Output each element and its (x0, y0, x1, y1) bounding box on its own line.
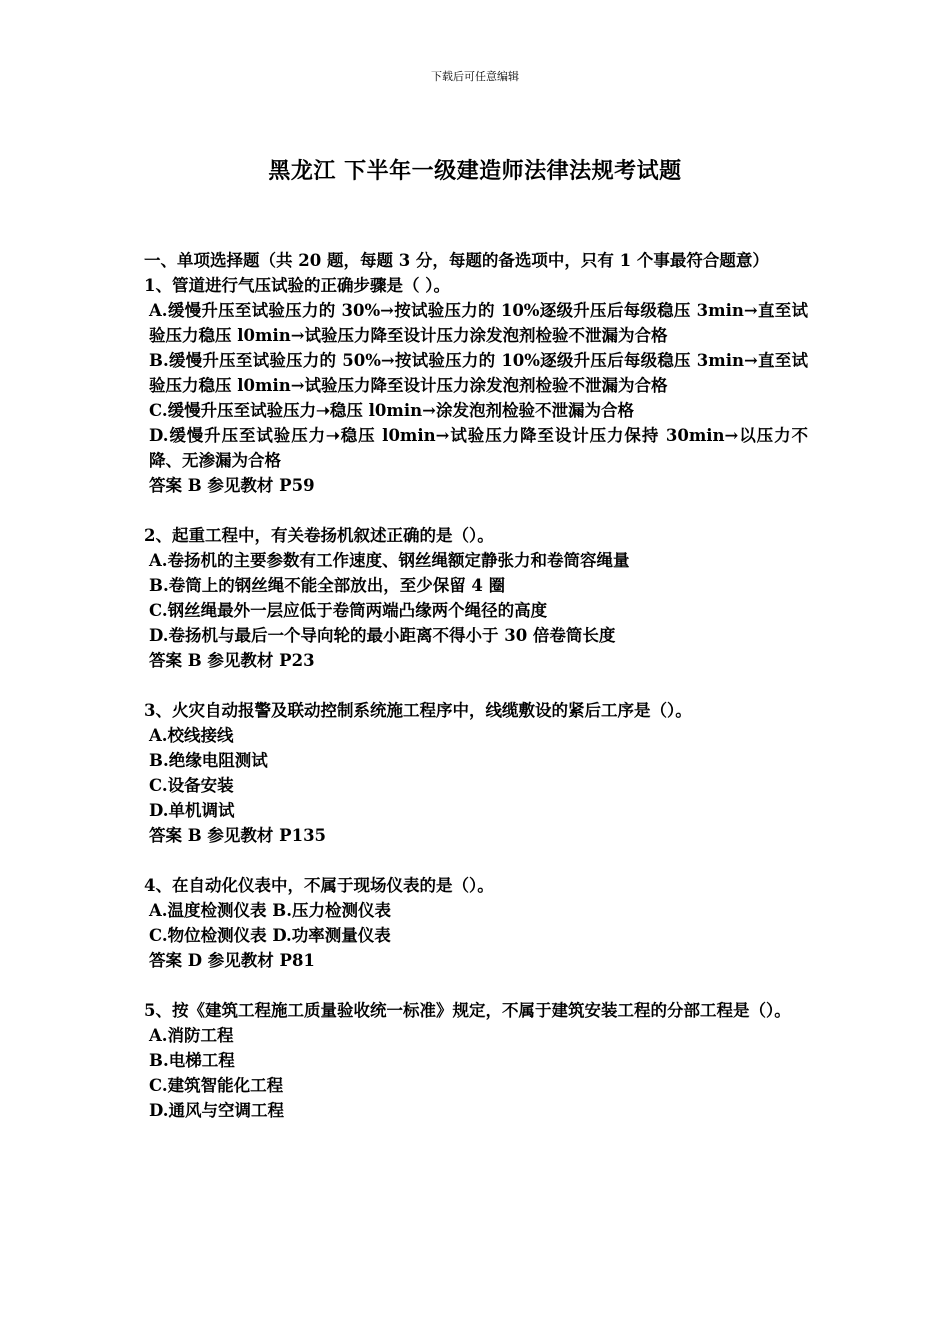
question-option: B.卷筒上的钢丝绳不能全部放出，至少保留 4 圈 (149, 576, 506, 595)
question-option: A.卷扬机的主要参数有工作速度、钢丝绳额定静张力和卷筒容绳量 (149, 551, 630, 570)
question-answer: 答案 B 参见教材 P135 (149, 826, 327, 845)
question-option: B.绝缘电阻测试 (149, 751, 268, 770)
question-3 (144, 698, 808, 848)
question-stem: 1、管道进行气压试验的正确步骤是（ ）。 (144, 276, 450, 295)
question-option: B.电梯工程 (149, 1051, 235, 1070)
question-4 (144, 873, 808, 973)
question-option: D.单机调试 (149, 801, 235, 820)
question-option: D.缓慢升压至试验压力➝稳压 l0min→试验压力降至设计压力保持 30min→以压力不降、无渗漏为合格 (149, 426, 808, 470)
document-body (144, 248, 808, 1123)
question-option: A.温度检测仪表 B.压力检测仪表 (149, 901, 391, 920)
question-option: D.通风与空调工程 (149, 1101, 284, 1120)
question-stem: 2、起重工程中，有关卷扬机叙述正确的是（）。 (144, 526, 494, 545)
question-answer: 答案 B 参见教材 P23 (149, 651, 315, 670)
header-note: 下载后可任意编辑 (431, 70, 519, 83)
question-option: C.建筑智能化工程 (149, 1076, 284, 1095)
spacer (144, 498, 808, 523)
question-1 (144, 273, 808, 498)
document-title: 黑龙江 下半年一级建造师法律法规考试题 (268, 158, 682, 184)
question-option: C.设备安装 (149, 776, 234, 795)
spacer (144, 848, 808, 873)
spacer (144, 973, 808, 998)
question-answer: 答案 D 参见教材 P81 (149, 951, 315, 970)
question-stem: 4、在自动化仪表中，不属于现场仪表的是（）。 (144, 876, 494, 895)
question-option: C.钢丝绳最外一层应低于卷筒两端凸缘两个绳径的高度 (149, 601, 548, 620)
question-2 (144, 523, 808, 673)
spacer (144, 673, 808, 698)
question-5 (144, 998, 808, 1123)
question-stem: 5、按《建筑工程施工质量验收统一标准》规定，不属于建筑安装工程的分部工程是（）。 (144, 1001, 791, 1020)
question-option: B.缓慢升压至试验压力的 50%→按试验压力的 10%逐级升压后每级稳压 3min→直至试验压力稳压 l0min→试验压力降至设计压力涂发泡剂检验不泄漏为合格 (149, 351, 808, 395)
question-option: A.缓慢升压至试验压力的 30%→按试验压力的 10%逐级升压后每级稳压 3min→直至试验压力稳压 l0min→试验压力降至设计压力涂发泡剂检验不泄漏为合格 (149, 301, 808, 345)
question-stem: 3、火灾自动报警及联动控制系统施工程序中，线缆敷设的紧后工序是（）。 (144, 701, 692, 720)
question-option: D.卷扬机与最后一个导向轮的最小距离不得小于 30 倍卷筒长度 (149, 626, 616, 645)
section-heading: 一、单项选择题（共 20 题，每题 3 分，每题的备选项中，只有 1 个事最符合题意） (144, 251, 769, 270)
question-option: A.消防工程 (149, 1026, 234, 1045)
question-option: C.缓慢升压至试验压力➝稳压 l0min→涂发泡剂检验不泄漏为合格 (149, 401, 634, 420)
question-option: A.校线接线 (149, 726, 234, 745)
question-option: C.物位检测仪表 D.功率测量仪表 (149, 926, 391, 945)
question-answer: 答案 B 参见教材 P59 (149, 476, 315, 495)
